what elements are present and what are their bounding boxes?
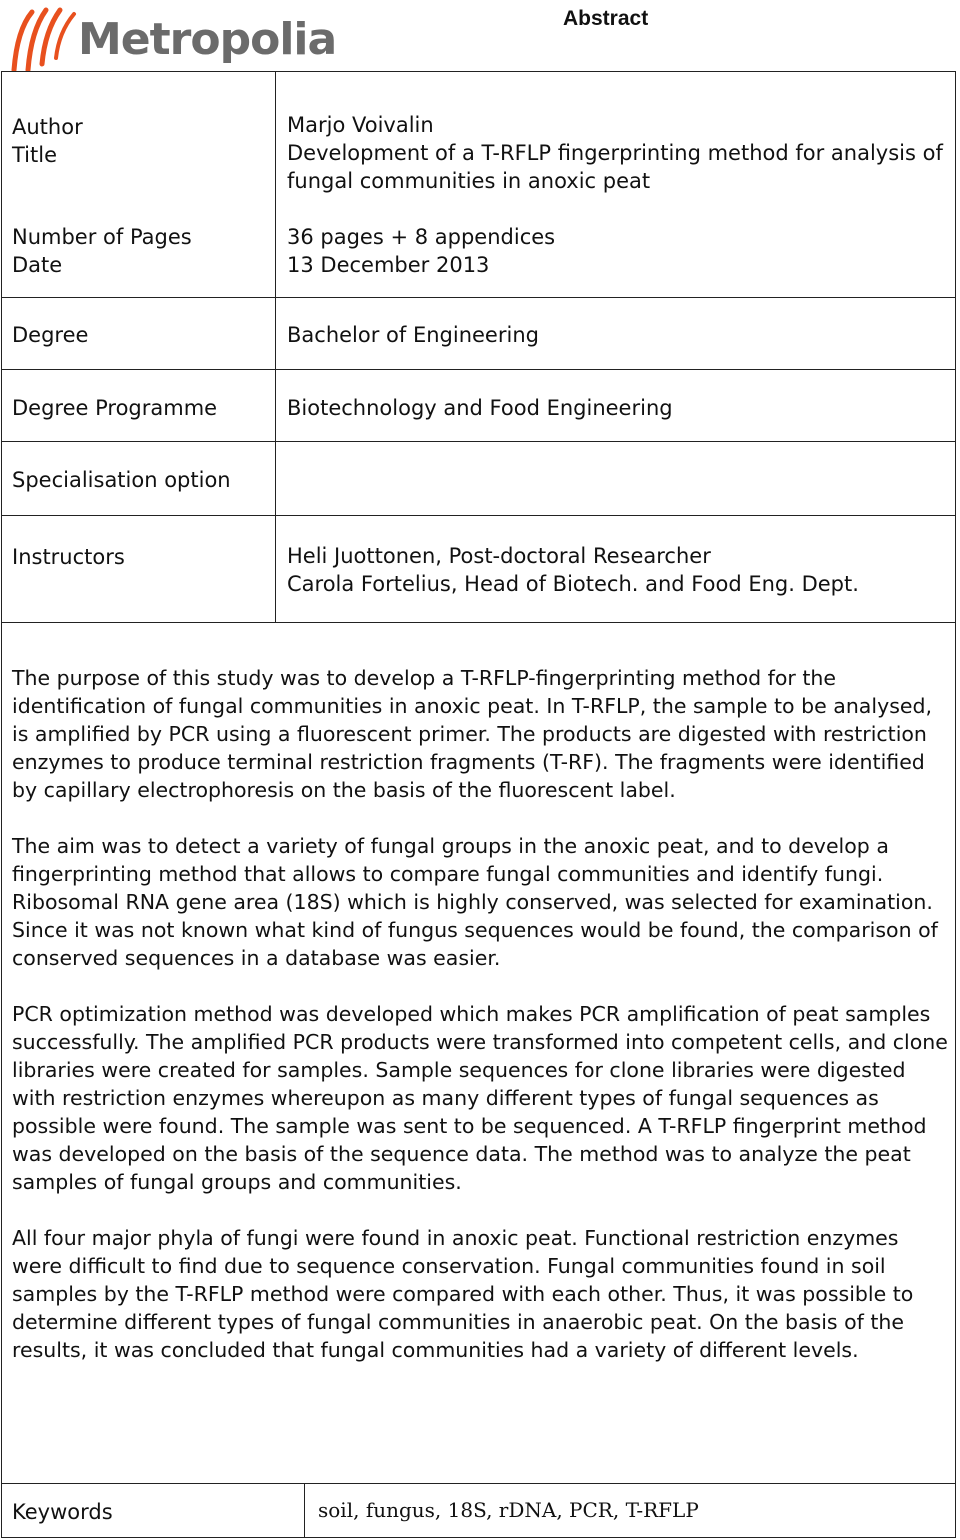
divider-after-programme <box>1 441 956 442</box>
date-value: 13 December 2013 <box>287 253 490 277</box>
programme-label: Degree Programme <box>12 396 218 420</box>
logo-text: Metropolia <box>78 14 337 65</box>
metropolia-logo <box>8 4 337 72</box>
metropolia-logo-icon <box>8 4 78 72</box>
instructors-label: Instructors <box>12 545 125 569</box>
date-label: Date <box>12 253 63 277</box>
divider-after-instructors <box>1 622 956 623</box>
abstract-paragraph: The aim was to detect a variety of fungal groups in the anoxic peat, and to develop a fingerprinting method that allows to compare fungal communities and identify fungi. Ribosomal RNA gene area (18S) which is highly conserved, was selected for examination. Since it was not known what kind of fungus sequences would be found, the comparison of conserved sequences in a database was easier. <box>12 834 938 970</box>
degree-label: Degree <box>12 323 89 347</box>
title-value-line-1: Development of a T-RFLP fingerprinting method for analysis of <box>287 141 943 165</box>
info-column-divider <box>275 72 276 623</box>
author-value: Marjo Voivalin <box>287 113 434 137</box>
programme-value: Biotechnology and Food Engineering <box>287 396 673 420</box>
divider-after-date <box>1 297 956 298</box>
author-label: Author <box>12 115 83 139</box>
page-title: Abstract <box>563 7 649 30</box>
divider-after-specialisation <box>1 515 956 516</box>
keywords-column-divider <box>304 1483 305 1538</box>
instructor-1: Heli Juottonen, Post-doctoral Researcher <box>287 544 711 568</box>
title-value-line-2: fungal communities in anoxic peat <box>287 169 651 193</box>
abstract-paragraph: All four major phyla of fungi were found in anoxic peat. Functional restriction enzymes were difficult to find due to sequence conservation. Fungal communities found in soil samples by the T-RFLP method were compared with each other. Thus, it was possible to determine different types of fungal communities in anaerobic peat. On the basis of the results, it was concluded that fungal communities had a variety of different levels. <box>12 1226 914 1362</box>
keywords-value: soil, fungus, 18S, rDNA, PCR, T-RFLP <box>318 1498 699 1522</box>
keywords-label: Keywords <box>12 1500 113 1524</box>
instructor-2: Carola Fortelius, Head of Biotech. and Food Eng. Dept. <box>287 572 859 596</box>
abstract-paragraph: PCR optimization method was developed which makes PCR amplification of peat samples successfully. The amplified PCR products were transformed into competent cells, and clone libraries were created for samples. Sample sequences for clone libraries were digested with restriction enzymes whereupon as many different types of fungal sequences as possible were found. The sample was sent to be sequenced. A T-RFLP fingerprint method was developed on the basis of the sequence data. The method was to analyze the peat samples of fungal groups and communities. <box>12 1002 948 1194</box>
specialisation-label: Specialisation option <box>12 468 231 492</box>
abstract-paragraph: The purpose of this study was to develop a T-RFLP-fingerprinting method for the identification of fungal communities in anoxic peat. In T-RFLP, the sample to be analysed, is amplified by PCR using a fluorescent primer. The products are digested with restriction enzymes to produce terminal restriction fragments (T-RF). The fragments were identified by capillary electrophoresis on the basis of the fluorescent label. <box>12 666 933 802</box>
abstract-body <box>12 664 948 1392</box>
degree-value: Bachelor of Engineering <box>287 323 539 347</box>
divider-before-keywords <box>1 1483 956 1484</box>
pages-label: Number of Pages <box>12 225 192 249</box>
title-label: Title <box>12 143 58 167</box>
divider-after-degree <box>1 369 956 370</box>
pages-value: 36 pages + 8 appendices <box>287 225 556 249</box>
